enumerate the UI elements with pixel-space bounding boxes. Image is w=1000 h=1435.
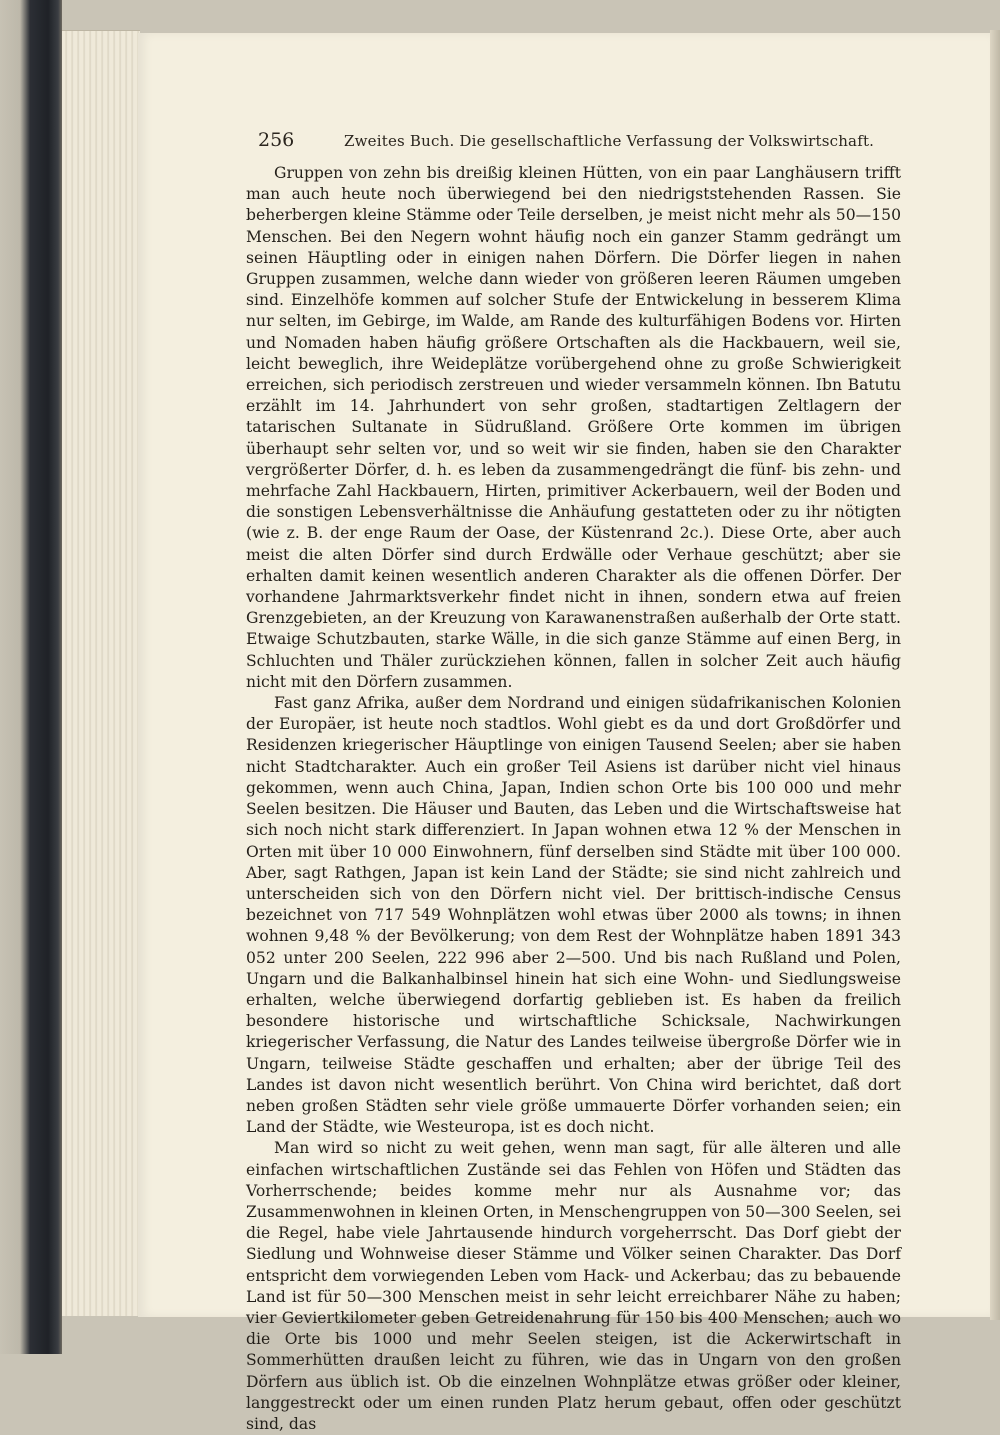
page-number: 256 — [258, 129, 295, 151]
page-right-edge — [990, 30, 1000, 1320]
paragraph: Gruppen von zehn bis dreißig kleinen Hütten, von ein paar Langhäusern trifft man auch heute noch überwiegend bei den niedrigststehenden Rassen. Sie beherbergen kleine Stämme oder Teile derselben, je meist nicht mehr als 50—150 Menschen. Bei den Negern wohnt häufig noch ein ganzer Stamm gedrängt um seinen Häuptling oder in einigen nahen Dörfern. Die Dörfer liegen in nahen Gruppen zusammen, welche dann wieder von größeren leeren Räumen umgeben sind. Einzelhöfe kommen auf solcher Stufe der Entwickelung in besserem Klima nur selten, im Gebirge, im Walde, am Rande des kulturfähigen Bodens vor. Hirten und Nomaden haben häufig größere Ortschaften als die Hackbauern, weil sie, leicht beweglich, ihre Weideplätze vorübergehend ohne zu große Schwierigkeit erreichen, sich periodisch zerstreuen und wieder versammeln können. Ibn Batutu erzählt im 14. Jahrhundert von sehr großen, stadtartigen Zeltlagern der tatarischen Sultanate in Südrußland. Größere Orte kommen im übrigen überhaupt sehr selten vor, und so weit wir sie finden, haben sie den Charakter vergrößerter Dörfer, d. h. es leben da zusammengedrängt die fünf- bis zehn- und mehrfache Zahl Hackbauern, Hirten, primitiver Ackerbauern, weil der Boden und die sonstigen Lebensverhältnisse die Anhäufung gestatteten oder zu ihr nötigten (wie z. B. der enge Raum der Oase, der Küstenrand 2c.). Diese Orte, aber auch meist die alten Dörfer sind durch Erdwälle oder Verhaue geschützt; aber sie erhalten damit keinen wesentlich anderen Charakter als die offenen Dörfer. Der vorhandene Jahrmarktsverkehr findet nicht in ihnen, sondern etwa auf freien Grenzgebieten, an der Kreuzung von Karawanenstraßen außerhalb der Orte statt. Etwaige Schutzbauten, starke Wälle, in die sich ganze Stämme auf einen Berg, in Schluchten und Thäler zurückziehen können, fallen in solcher Zeit auch häufig nicht mit den Dörfern zusammen. — [246, 164, 901, 691]
running-title: Zweites Buch. Die gesellschaftliche Verfassung der Volkswirtschaft. — [344, 132, 875, 150]
paragraph: Man wird so nicht zu weit gehen, wenn man sagt, für alle älteren und alle einfachen wirtschaftlichen Zustände sei das Fehlen von Höfen und Städten das Vorherrschende; beides komme mehr nur als Ausnahme vor; das Zusammenwohnen in kleinen Orten, in Menschengruppen von 50—300 Seelen, sei die Regel, habe viele Jahrtausende hindurch vorgeherrscht. Das Dorf giebt der Siedlung und Wohnweise dieser Stämme und Völker seinen Charakter. Das Dorf entspricht dem vorwiegenden Leben vom Hack- und Ackerbau; das zu bebauende Land ist für 50—300 Menschen meist in sehr leicht erreichbarer Nähe zu haben; vier Geviertkilometer geben Getreidenahrung für 150 bis 400 Menschen; auch wo die Orte bis 1000 und mehr Seelen steigen, ist die Ackerwirtschaft in Sommerhütten draußen leicht zu führen, wie das in Ungarn von den großen Dörfern aus üblich ist. Ob die einzelnen Wohnplätze etwas größer oder kleiner, langgestreckt oder um einen runden Platz herum gebaut, offen oder geschützt sind, das — [246, 1139, 901, 1433]
book-spine — [0, 0, 62, 1354]
paragraph: Fast ganz Afrika, außer dem Nordrand und einigen südafrikanischen Kolonien der Europäer, ist heute noch stadtlos. Wohl giebt es da und dort Großdörfer und Residenzen kriegerischer Häuptlinge von einigen Tausend Seelen; aber sie haben nicht Stadtcharakter. Auch ein großer Teil Asiens ist darüber nicht viel hinaus gekommen, wenn auch China, Japan, Indien schon Orte bis 100 000 und mehr Seelen besitzen. Die Häuser und Bauten, das Leben und die Wirtschaftsweise hat sich noch nicht stark differenziert. In Japan wohnen etwa 12 % der Menschen in Orten mit über 10 000 Einwohnern, fünf derselben sind Städte mit über 100 000. Aber, sagt Rathgen, Japan ist kein Land der Städte; sie sind nicht zahlreich und unterscheiden sich von den Dörfern nicht viel. Der brittisch-indische Census bezeichnet von 717 549 Wohnplätzen wohl etwas über 2000 als towns; in ihnen wohnen 9,48 % der Bevölkerung; von dem Rest der Wohnplätze haben 1891 343 052 unter 200 Seelen, 222 996 aber 2—500. Und bis nach Rußland und Polen, Ungarn und die Balkanhalbinsel hinein hat sich eine Wohn- und Siedlungsweise erhalten, welche überwiegend dorfartig geblieben ist. Es haben da freilich besondere historische und wirtschaftliche Schicksale, Nachwirkungen kriegerischer Verfassung, die Natur des Landes teilweise übergroße Dörfer wie in Ungarn, teilweise Städte geschaffen und erhalten; aber der übrige Teil des Landes ist davon nicht wesentlich berührt. Von China wird berichtet, daß dort neben großen Städten sehr viele größe ummauerte Dörfer vorhanden seien; ein Land der Städte, wie Westeuropa, ist es doch nicht. — [246, 694, 901, 1137]
body-text — [246, 163, 901, 1435]
page-header — [258, 129, 908, 153]
page-edges — [62, 30, 140, 1316]
book-page — [138, 33, 990, 1433]
